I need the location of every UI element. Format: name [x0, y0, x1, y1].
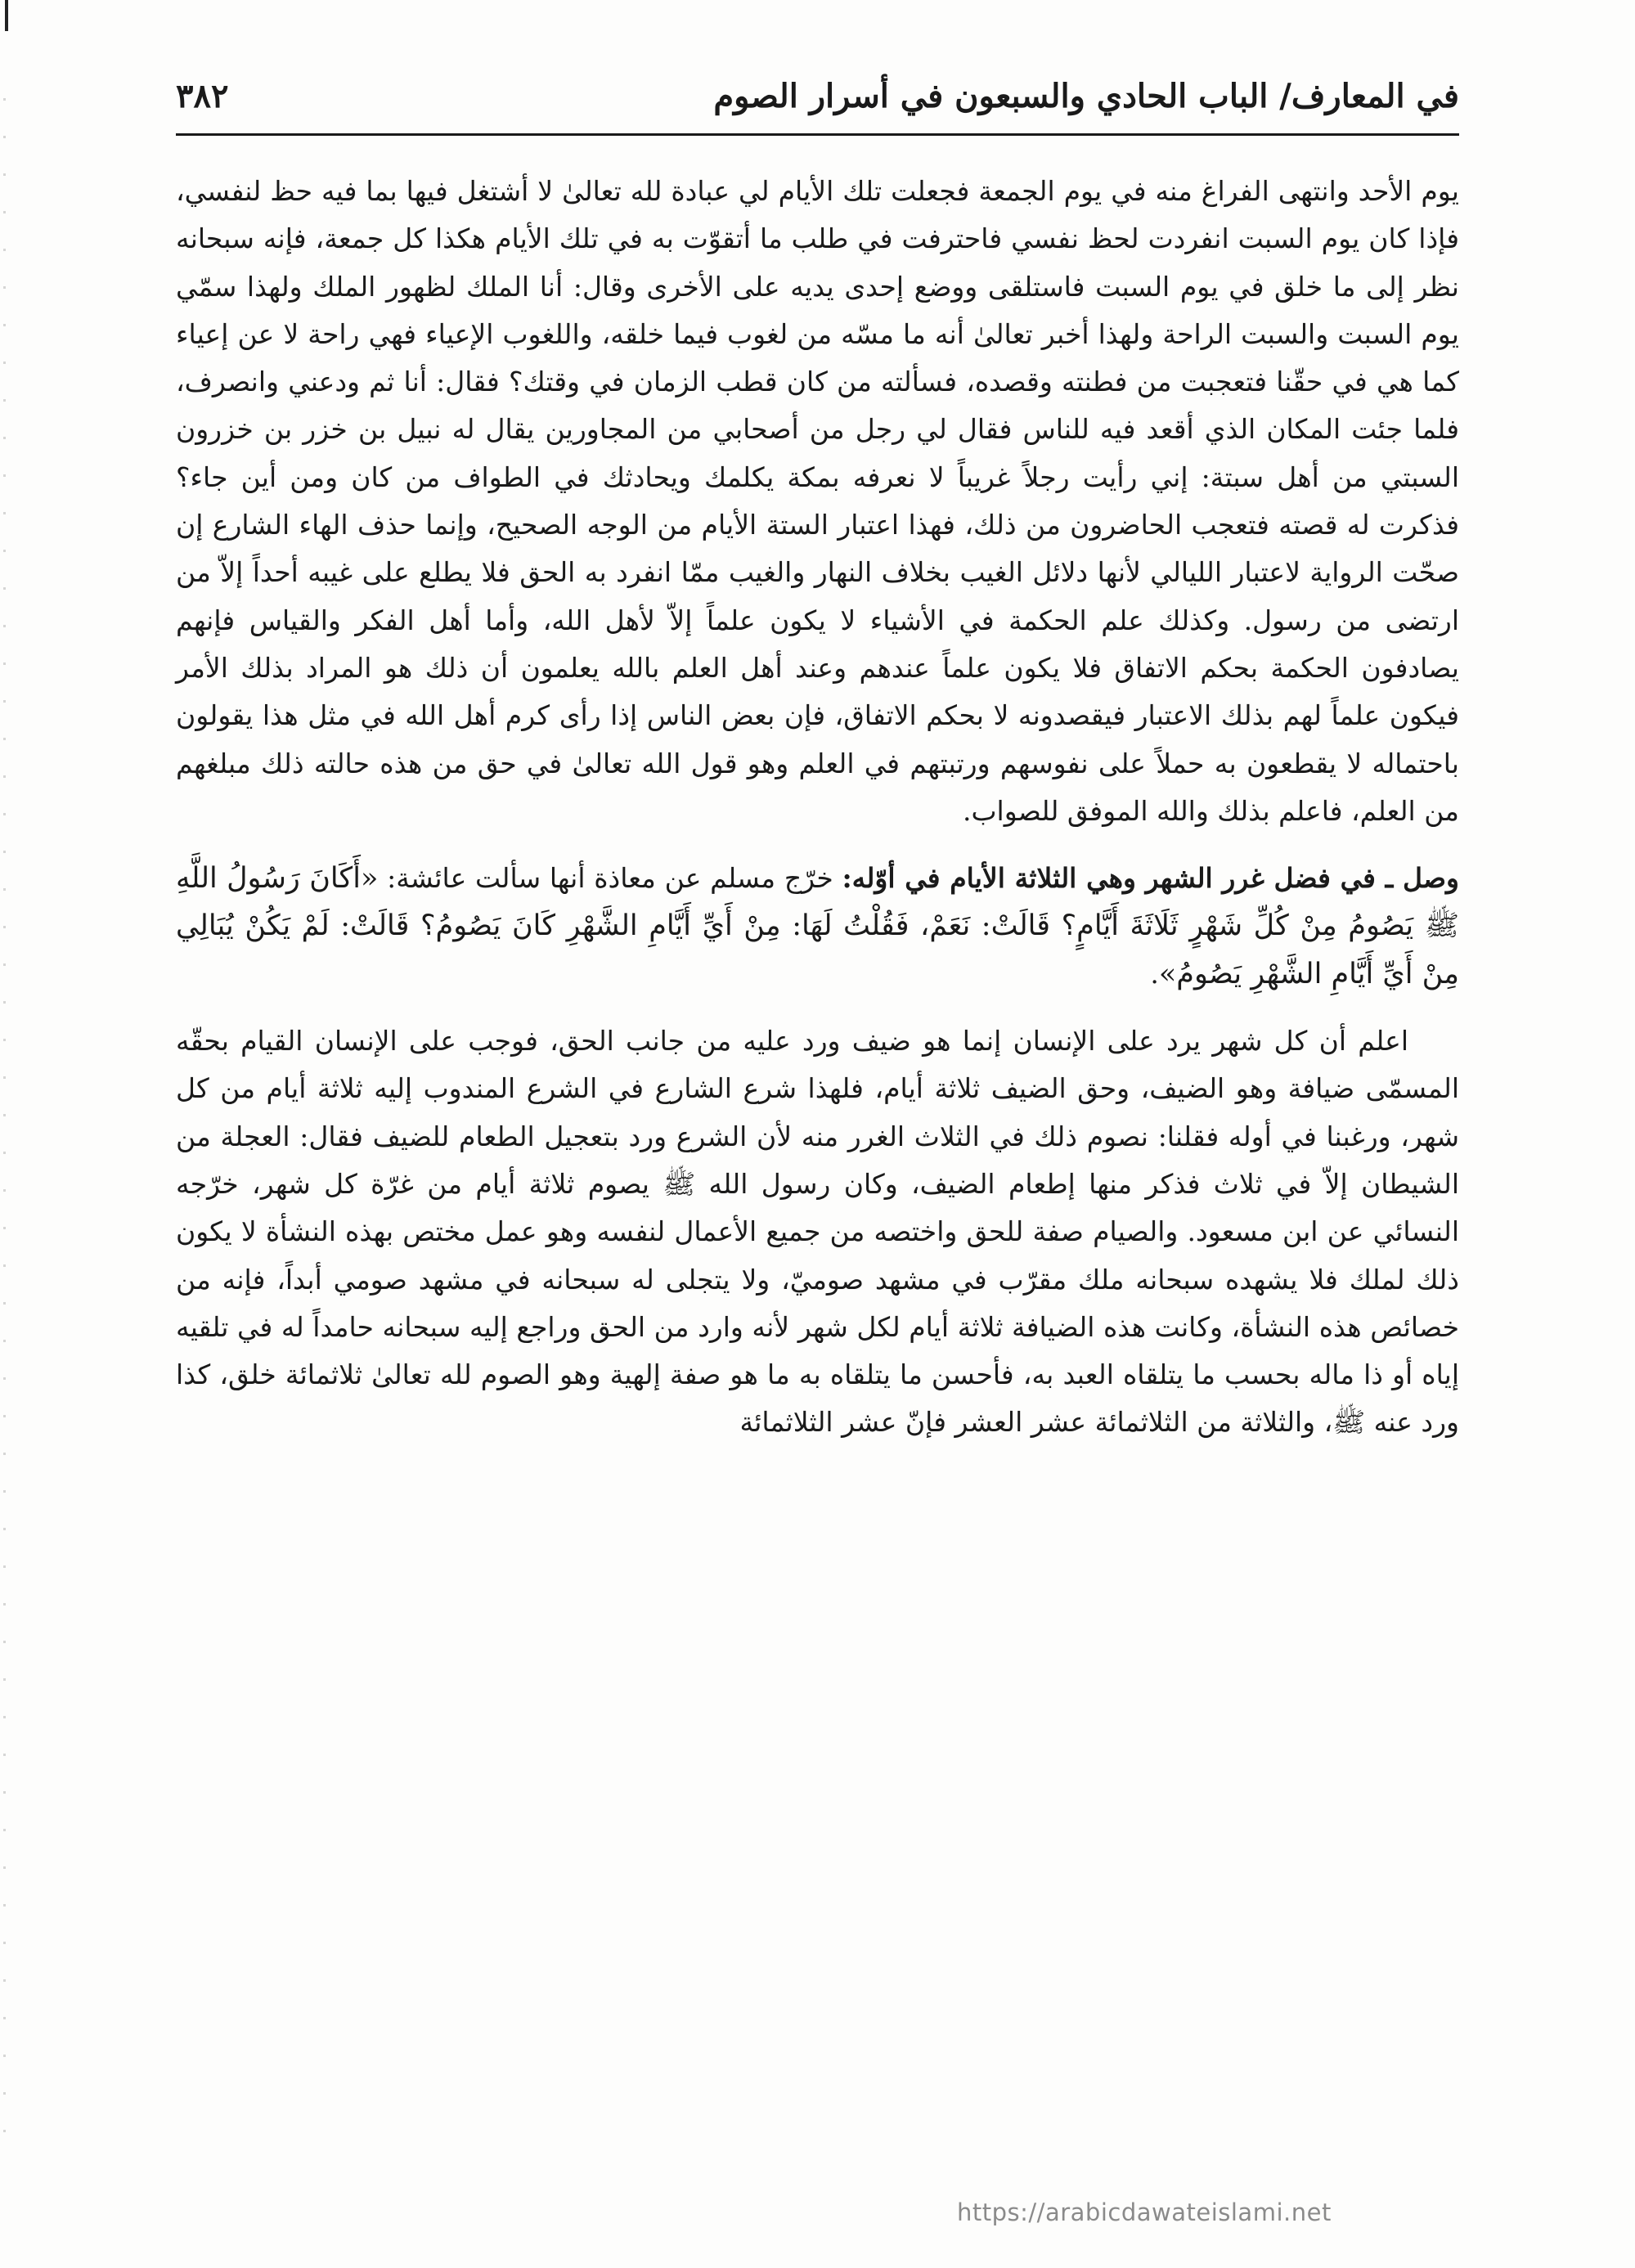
- section-title: وصل ـ في فضل غرر الشهر وهي الثلاثة الأيام في أوّله:: [842, 862, 1459, 895]
- page-number: ٣٨٢: [176, 77, 229, 115]
- paragraph-3: اعلم أن كل شهر يرد على الإنسان إنما هو ضيف ورد عليه من جانب الحق، فوجب على الإنسان القيام بحقّه المسمّى ضيافة وهو الضيف، وحق الضيف ثلاثة أيام، فلهذا شرع الشارع في الشرع المندوب إليه ثلاثة أيام من كل شهر، ورغبنا في أوله فقلنا: نصوم ذلك في الثلاث الغرر منه لأن الشرع ورد بتعجيل الطعام للضيف فقال: العجلة من الشيطان إلاّ في ثلاث فذكر منها إطعام الضيف، وكان رسول الله ﷺ يصوم ثلاثة أيام من غرّة كل شهر، خرّجه النسائي عن ابن مسعود. والصيام صفة للحق واختصه من جميع الأعمال لنفسه وهو عمل مختص بهذه النشأة لا يكون ذلك لملك فلا يشهده سبحانه ملك مقرّب في مشهد صوميّ، ولا يتجلى له سبحانه في مشهد صومي أبداً، فإنه من خصائص هذه النشأة، وكانت هذه الضيافة ثلاثة أيام لكل شهر لأنه وارد من الحق وراجع إليه سبحانه حامداً له في تلقيه إياه أو ذا ماله بحسب ما يتلقاه العبد به، فأحسن ما يتلقاه به ما هو صفة إلهية وهو الصوم لله تعالىٰ ثلاثمائة خلق، كذا ورد عنه ﷺ، والثلاثة من الثلاثمائة عشر العشر فإنّ عشر الثلاثمائة: [176, 1025, 1459, 1439]
- hadith-quote: «أَكَانَ رَسُولُ اللَّهِ ﷺ يَصُومُ مِنْ كُلِّ شَهْرٍ ثَلَاثَةَ أَيَّامٍ؟ قَالَتْ: نَعَمْ، فَقُلْتُ لَهَا: مِنْ أَيِّ أَيَّامِ الشَّهْرِ كَانَ يَصُومُ؟ قَالَتْ: لَمْ يَكُنْ يُبَالِي مِنْ أَيِّ أَيَّامِ الشَّهْرِ يَصُومُ»: [176, 862, 1459, 990]
- header-rule: [176, 133, 1459, 136]
- section-gap: [176, 835, 1459, 855]
- section-paragraph: [176, 855, 1459, 998]
- page-body: [176, 168, 1459, 1447]
- page-header: [176, 75, 1459, 136]
- scan-edge-mark: [5, 0, 8, 31]
- section-intro: خرّج مسلم عن معاذة أنها سألت عائشة:: [378, 862, 842, 895]
- watermark-url: https://arabicdawateislami.net: [957, 2198, 1332, 2226]
- section-gap-2: [176, 998, 1459, 1017]
- paragraph-1: يوم الأحد وانتهى الفراغ منه في يوم الجمعة فجعلت تلك الأيام لي عبادة لله تعالىٰ لا أشتغل فيها بما فيه حظ لنفسي، فإذا كان يوم السبت انفردت لحظ نفسي فاحترفت في طلب ما أتقوّت به في تلك الأيام هكذا كل جمعة، فإنه سبحانه نظر إلى ما خلق في يوم السبت فاستلقى ووضع إحدى يديه على الأخرى وقال: أنا الملك لظهور الملك ولهذا سمّي يوم السبت والسبت الراحة ولهذا أخبر تعالىٰ أنه ما مسّه من لغوب فيما خلقه، واللغوب الإعياء فهي راحة لا عن إعياء كما هي في حقّنا فتعجبت من فطنته وقصده، فسألته من كان قطب الزمان في وقتك؟ فقال: أنا ثم ودعني وانصرف، فلما جئت المكان الذي أقعد فيه للناس فقال لي رجل من أصحابي من المجاورين يقال له نبيل بن خزر بن خزرون السبتي من أهل سبتة: إني رأيت رجلاً غريباً لا نعرفه بمكة يكلمك ويحادثك في الطواف من كان ومن أين جاء؟ فذكرت له قصته فتعجب الحاضرون من ذلك، فهذا اعتبار الستة الأيام من الوجه الصحيح، وإنما حذف الهاء الشارع إن صحّت الرواية لاعتبار الليالي لأنها دلائل الغيب بخلاف النهار والغيب ممّا انفرد به الحق فلا يطلع على غيبه أحداً إلاّ من ارتضى من رسول. وكذلك علم الحكمة في الأشياء لا يكون علماً إلاّ لأهل الله، وأما أهل الفكر والقياس فإنهم يصادفون الحكمة بحكم الاتفاق فلا يكون علماً عندهم وعند أهل العلم بالله يعلمون أن ذلك هو المراد بذلك الأمر فيكون علماً لهم بذلك الاعتبار فيقصدونه لا بحكم الاتفاق، فإن بعض الناس إذا رأى كرم أهل الله في مثل هذا يقولون باحتماله لا يقطعون به حملاً على نفوسهم ورتبتهم في العلم وهو قول الله تعالىٰ في حق من هذه حالته ذلك مبلغهم من العلم، فاعلم بذلك والله الموفق للصواب.: [176, 175, 1459, 827]
- running-title: في المعارف/ الباب الحادي والسبعون في أسرار الصوم: [713, 77, 1459, 115]
- hadith-end: .: [1150, 957, 1159, 990]
- scan-edge-dots: [3, 98, 6, 2143]
